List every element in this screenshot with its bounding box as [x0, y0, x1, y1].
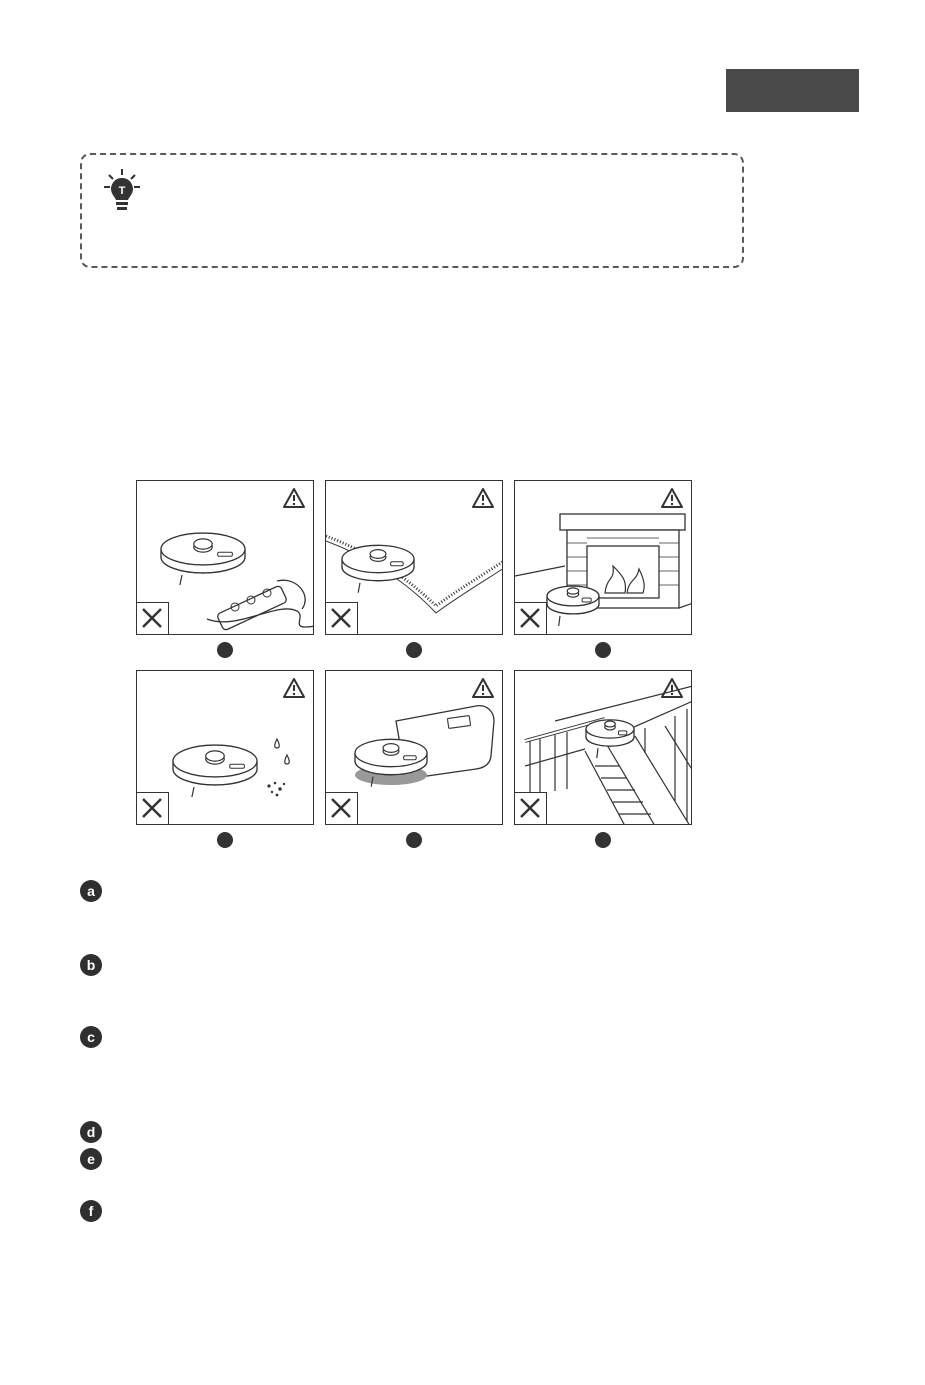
tip-box: [80, 153, 744, 268]
warning-triangle-icon: [471, 677, 495, 699]
cross-icon: [514, 602, 547, 635]
illustration-panel-d: [136, 670, 314, 825]
svg-text:T: T: [118, 185, 126, 197]
note-letter-badge: a: [80, 880, 102, 902]
cross-icon: [136, 602, 169, 635]
warning-triangle-icon: [471, 487, 495, 509]
illustration-panel-e: [325, 670, 503, 825]
warning-triangle-icon: [282, 487, 306, 509]
note-letter-badge: c: [80, 1026, 102, 1048]
note-item-e: [80, 1148, 836, 1170]
panel-marker-e: [406, 832, 422, 848]
note-item-c: [80, 1026, 836, 1048]
panel-marker-f: [595, 832, 611, 848]
warning-triangle-icon: [282, 677, 306, 699]
note-letter-badge: b: [80, 954, 102, 976]
cross-icon: [325, 792, 358, 825]
panel-marker-d: [217, 832, 233, 848]
note-letter-badge: f: [80, 1200, 102, 1222]
lightbulb-icon: [102, 167, 142, 215]
language-tab: [726, 69, 859, 112]
cross-icon: [514, 792, 547, 825]
note-item-a: [80, 880, 836, 902]
note-item-d: [80, 1121, 836, 1143]
illustration-panel-a: [136, 480, 314, 635]
note-item-f: [80, 1200, 836, 1222]
panel-marker-a: [217, 642, 233, 658]
panel-marker-b: [406, 642, 422, 658]
illustration-panel-b: [325, 480, 503, 635]
note-letter-badge: e: [80, 1148, 102, 1170]
warning-triangle-icon: [660, 487, 684, 509]
note-item-b: [80, 954, 836, 976]
cross-icon: [136, 792, 169, 825]
cross-icon: [325, 602, 358, 635]
illustration-panel-c: [514, 480, 692, 635]
panel-marker-c: [595, 642, 611, 658]
note-letter-badge: d: [80, 1121, 102, 1143]
warning-triangle-icon: [660, 677, 684, 699]
illustration-panel-f: [514, 670, 692, 825]
